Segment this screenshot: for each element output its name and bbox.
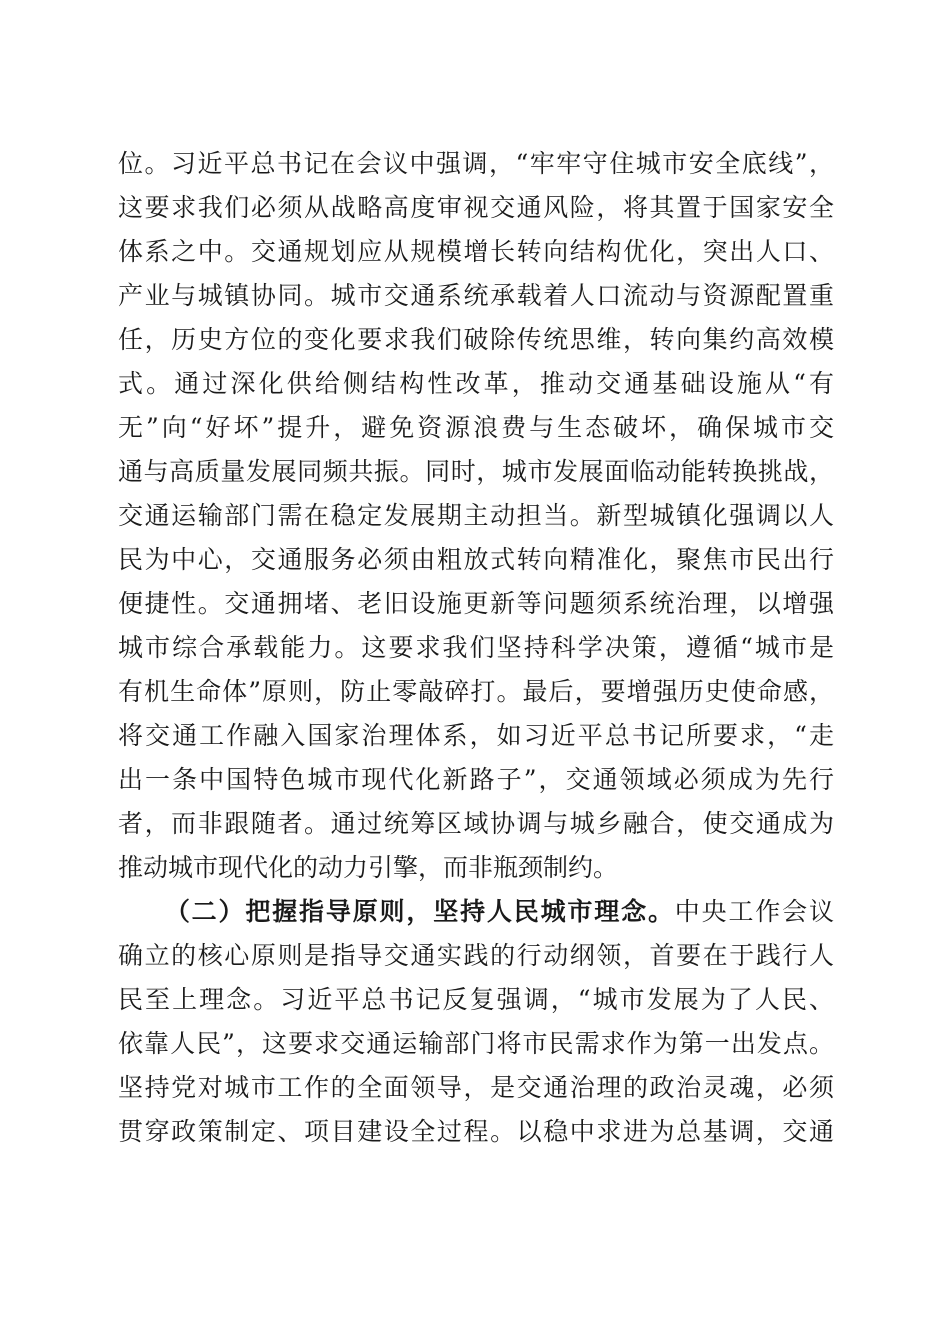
section-heading: （二）把握指导原则，坚持人民城市理念。 [163, 897, 675, 926]
text-line: 坚持党对城市工作的全面领导，是交通治理的政治灵魂，必须 [118, 1073, 834, 1102]
text-line: 城市综合承载能力。这要求我们坚持科学决策，遵循“城市是 [118, 633, 834, 662]
text-line: 交通运输部门需在稳定发展期主动担当。新型城镇化强调以人 [118, 501, 834, 530]
paragraph-1 [118, 142, 834, 890]
text-line: 通与高质量发展同频共振。同时，城市发展面临动能转换挑战， [118, 457, 834, 486]
text-line-first [118, 890, 834, 934]
text-line: 这要求我们必须从战略高度审视交通风险，将其置于国家安全 [118, 193, 834, 222]
document-body [118, 142, 834, 1154]
text-line: 任，历史方位的变化要求我们破除传统思维，转向集约高效模 [118, 325, 834, 354]
text-line: 依靠人民”，这要求交通运输部门将市民需求作为第一出发点。 [118, 1029, 834, 1058]
text-line: 民为中心，交通服务必须由粗放式转向精准化，聚焦市民出行 [118, 545, 834, 574]
text-line: 产业与城镇协同。城市交通系统承载着人口流动与资源配置重 [118, 281, 834, 310]
text-line: 位。习近平总书记在会议中强调，“牢牢守住城市安全底线”， [118, 149, 834, 178]
text-line: 便捷性。交通拥堵、老旧设施更新等问题须系统治理，以增强 [118, 589, 834, 618]
text-line: 将交通工作融入国家治理体系，如习近平总书记所要求，“走 [118, 721, 834, 750]
text-line: 推动城市现代化的动力引擎，而非瓶颈制约。 [118, 853, 619, 882]
paragraph-2 [118, 890, 834, 1154]
text-line: 式。通过深化供给侧结构性改革，推动交通基础设施从“有 [118, 369, 834, 398]
text-line: 有机生命体”原则，防止零敲碎打。最后，要增强历史使命感， [118, 677, 834, 706]
text-line: 者，而非跟随者。通过统筹区域协调与城乡融合，使交通成为 [118, 809, 834, 838]
text-line: 民至上理念。习近平总书记反复强调，“城市发展为了人民、 [118, 985, 834, 1014]
text-line: 无”向“好坏”提升，避免资源浪费与生态破坏，确保城市交 [118, 413, 834, 442]
text-span: 中央工作会议 [674, 897, 834, 926]
text-line: 贯穿政策制定、项目建设全过程。以稳中求进为总基调，交通 [118, 1117, 834, 1146]
text-line: 出一条中国特色城市现代化新路子”，交通领域必须成为先行 [118, 765, 834, 794]
text-line: 体系之中。交通规划应从规模增长转向结构优化，突出人口、 [118, 237, 834, 266]
text-line: 确立的核心原则是指导交通实践的行动纲领，首要在于践行人 [118, 941, 834, 970]
